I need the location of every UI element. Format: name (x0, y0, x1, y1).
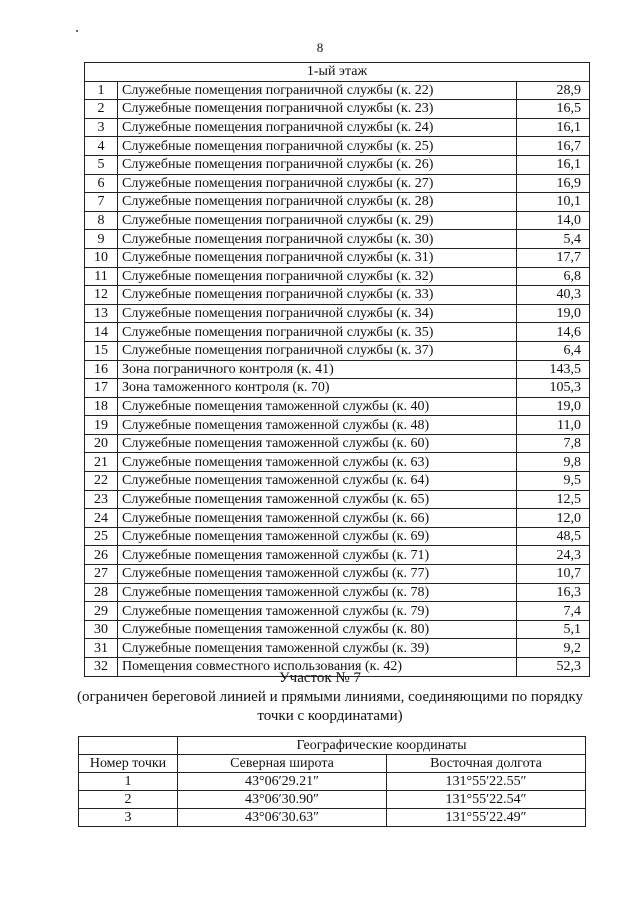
room-name: Служебные помещения таможенной службы (к. 78) (118, 583, 517, 602)
room-name: Помещения совместного использования (к. 42) (118, 658, 517, 677)
row-number: 10 (85, 248, 118, 267)
row-number: 12 (85, 286, 118, 305)
table-row (79, 809, 586, 827)
room-area: 16,5 (517, 100, 590, 119)
row-number: 26 (85, 546, 118, 565)
room-name: Служебные помещения пограничной службы (к. 30) (118, 230, 517, 249)
section-title: Участок № 7 (279, 670, 361, 686)
room-area: 11,0 (517, 416, 590, 435)
room-area: 5,1 (517, 620, 590, 639)
room-name: Служебные помещения пограничной службы (к. 27) (118, 174, 517, 193)
room-name: Служебные помещения таможенной службы (к. 69) (118, 527, 517, 546)
row-number: 1 (85, 81, 118, 100)
room-area: 10,1 (517, 193, 590, 212)
table-row (85, 620, 590, 639)
room-name: Служебные помещения таможенной службы (к. 60) (118, 434, 517, 453)
latitude: 43°06′30.63″ (178, 809, 387, 827)
table-row (85, 230, 590, 249)
room-area: 16,1 (517, 118, 590, 137)
table-row (85, 174, 590, 193)
table-row (85, 379, 590, 398)
room-name: Служебные помещения пограничной службы (к. 31) (118, 248, 517, 267)
room-area: 17,7 (517, 248, 590, 267)
room-name: Служебные помещения таможенной службы (к. 79) (118, 602, 517, 621)
room-area: 52,3 (517, 658, 590, 677)
room-area: 48,5 (517, 527, 590, 546)
table-row (85, 323, 590, 342)
room-name: Зона таможенного контроля (к. 70) (118, 379, 517, 398)
row-number: 30 (85, 620, 118, 639)
room-area: 24,3 (517, 546, 590, 565)
room-name: Служебные помещения таможенной службы (к. 64) (118, 472, 517, 491)
row-number: 29 (85, 602, 118, 621)
row-number: 7 (85, 193, 118, 212)
row-number: 9 (85, 230, 118, 249)
room-area: 6,4 (517, 341, 590, 360)
floor-header-row (85, 63, 590, 82)
row-number: 27 (85, 565, 118, 584)
room-name: Служебные помещения таможенной службы (к. 80) (118, 620, 517, 639)
row-number: 31 (85, 639, 118, 658)
coordinates-table (78, 736, 586, 827)
row-number: 8 (85, 211, 118, 230)
room-area: 9,2 (517, 639, 590, 658)
room-name: Служебные помещения пограничной службы (к. 37) (118, 341, 517, 360)
row-number: 17 (85, 379, 118, 398)
room-area: 19,0 (517, 397, 590, 416)
room-name: Служебные помещения пограничной службы (к. 28) (118, 193, 517, 212)
row-number: 20 (85, 434, 118, 453)
table-row (85, 118, 590, 137)
table-row (85, 509, 590, 528)
table-row (85, 304, 590, 323)
row-number: 18 (85, 397, 118, 416)
room-name: Служебные помещения пограничной службы (к. 33) (118, 286, 517, 305)
row-number: 11 (85, 267, 118, 286)
room-name: Служебные помещения пограничной службы (к. 34) (118, 304, 517, 323)
room-area: 12,0 (517, 509, 590, 528)
floor-rooms-table (84, 62, 590, 677)
table-row (85, 434, 590, 453)
row-number: 4 (85, 137, 118, 156)
room-name: Служебные помещения пограничной службы (к. 24) (118, 118, 517, 137)
room-name: Зона пограничного контроля (к. 41) (118, 360, 517, 379)
row-number: 25 (85, 527, 118, 546)
row-number: 3 (85, 118, 118, 137)
room-area: 105,3 (517, 379, 590, 398)
room-area: 14,0 (517, 211, 590, 230)
room-area: 12,5 (517, 490, 590, 509)
table-row (85, 397, 590, 416)
room-area: 19,0 (517, 304, 590, 323)
table-row (85, 416, 590, 435)
table-row (85, 639, 590, 658)
table-row (85, 137, 590, 156)
room-name: Служебные помещения таможенной службы (к. 66) (118, 509, 517, 528)
row-number: 2 (85, 100, 118, 119)
room-area: 9,5 (517, 472, 590, 491)
room-name: Служебные помещения пограничной службы (к. 32) (118, 267, 517, 286)
table-row (85, 248, 590, 267)
table-row (85, 341, 590, 360)
room-name: Служебные помещения пограничной службы (к. 29) (118, 211, 517, 230)
room-name: Служебные помещения таможенной службы (к. 63) (118, 453, 517, 472)
room-name: Служебные помещения таможенной службы (к. 48) (118, 416, 517, 435)
room-name: Служебные помещения таможенной службы (к. 40) (118, 397, 517, 416)
room-name: Служебные помещения пограничной службы (к. 25) (118, 137, 517, 156)
table-row (85, 583, 590, 602)
point-number: 2 (79, 791, 178, 809)
room-name: Служебные помещения пограничной службы (к. 26) (118, 155, 517, 174)
table-row (85, 211, 590, 230)
latitude: 43°06′30.90″ (178, 791, 387, 809)
table-row (85, 360, 590, 379)
col-latitude: Северная широта (178, 755, 387, 773)
scan-speck (76, 30, 78, 32)
table-row (85, 602, 590, 621)
room-area: 6,8 (517, 267, 590, 286)
room-name: Служебные помещения пограничной службы (к. 35) (118, 323, 517, 342)
table-row (85, 565, 590, 584)
room-area: 16,3 (517, 583, 590, 602)
table-row (85, 81, 590, 100)
table-row (85, 472, 590, 491)
coord-rows (79, 773, 586, 827)
table-row (85, 100, 590, 119)
longitude: 131°55′22.49″ (387, 809, 586, 827)
table-row (85, 453, 590, 472)
room-area: 9,8 (517, 453, 590, 472)
page-number: 8 (316, 40, 324, 55)
room-name: Служебные помещения пограничной службы (к. 23) (118, 100, 517, 119)
table-row (85, 527, 590, 546)
point-number: 1 (79, 773, 178, 791)
room-area: 16,9 (517, 174, 590, 193)
table-row (85, 155, 590, 174)
col-point-number: Номер точки (79, 755, 178, 773)
row-number: 14 (85, 323, 118, 342)
room-name: Служебные помещения таможенной службы (к. 65) (118, 490, 517, 509)
room-name: Служебные помещения таможенной службы (к. 77) (118, 565, 517, 584)
longitude: 131°55′22.55″ (387, 773, 586, 791)
coord-table-title: Географические координаты (178, 737, 586, 755)
table-row (85, 267, 590, 286)
row-number: 13 (85, 304, 118, 323)
room-area: 40,3 (517, 286, 590, 305)
latitude: 43°06′29.21″ (178, 773, 387, 791)
floor-rows (85, 81, 590, 676)
table-row (85, 193, 590, 212)
row-number: 5 (85, 155, 118, 174)
room-area: 28,9 (517, 81, 590, 100)
row-number: 23 (85, 490, 118, 509)
row-number: 6 (85, 174, 118, 193)
coord-header-row (79, 755, 586, 773)
section-description: (ограничен береговой линией и прямыми линиями, соединяющими по порядку точки с координатами) (76, 689, 583, 724)
row-number: 32 (85, 658, 118, 677)
room-area: 16,1 (517, 155, 590, 174)
coord-corner-cell (79, 737, 178, 755)
room-area: 5,4 (517, 230, 590, 249)
room-name: Служебные помещения таможенной службы (к. 71) (118, 546, 517, 565)
room-name: Служебные помещения пограничной службы (к. 22) (118, 81, 517, 100)
room-area: 143,5 (517, 360, 590, 379)
room-area: 10,7 (517, 565, 590, 584)
col-longitude: Восточная долгота (387, 755, 586, 773)
room-area: 7,4 (517, 602, 590, 621)
room-area: 14,6 (517, 323, 590, 342)
table-row (79, 791, 586, 809)
row-number: 24 (85, 509, 118, 528)
table-row (85, 286, 590, 305)
floor-header: 1-ый этаж (85, 63, 590, 82)
room-area: 7,8 (517, 434, 590, 453)
room-name: Служебные помещения таможенной службы (к. 39) (118, 639, 517, 658)
row-number: 28 (85, 583, 118, 602)
row-number: 22 (85, 472, 118, 491)
row-number: 21 (85, 453, 118, 472)
room-area: 16,7 (517, 137, 590, 156)
table-row (85, 490, 590, 509)
table-row (79, 773, 586, 791)
row-number: 19 (85, 416, 118, 435)
row-number: 16 (85, 360, 118, 379)
row-number: 15 (85, 341, 118, 360)
point-number: 3 (79, 809, 178, 827)
coord-title-row (79, 737, 586, 755)
longitude: 131°55′22.54″ (387, 791, 586, 809)
table-row (85, 546, 590, 565)
